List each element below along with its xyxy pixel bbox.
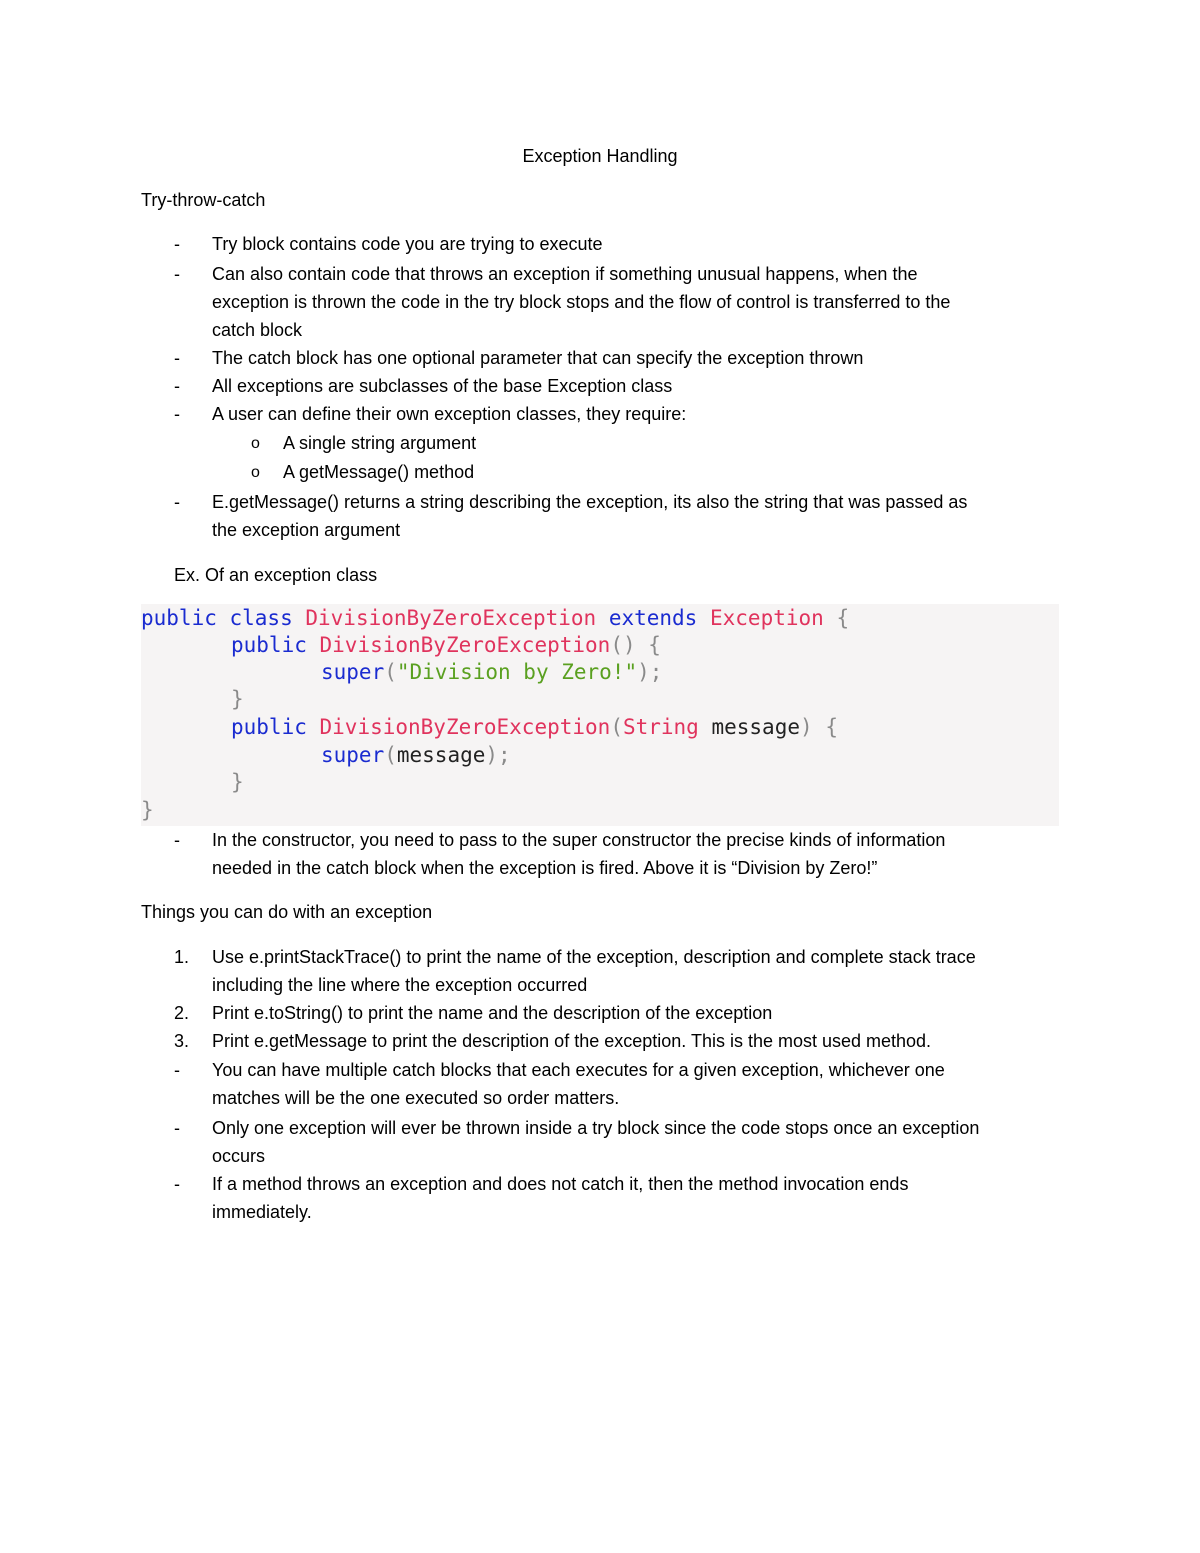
bullet-circle: o [251, 464, 260, 481]
code-paren: ); [485, 743, 511, 767]
code-parens: () [610, 633, 636, 657]
code-paren: ); [637, 660, 663, 684]
code-brace: { [825, 715, 838, 739]
list-item: E.getMessage() returns a string describing the exception, its also the string that was passed as [212, 492, 968, 512]
code-arg: message [396, 743, 486, 767]
list-item-continuation: occurs [212, 1146, 266, 1166]
code-line-4 [231, 686, 244, 713]
bullet-dash: - [174, 1174, 180, 1194]
section-heading-things-you-can-do: Things you can do with an exception [141, 902, 433, 922]
code-class-name: DivisionByZeroException [305, 606, 597, 630]
numbered-item-continuation: including the line where the exception occurred [212, 975, 588, 995]
list-item: Try block contains code you are trying to execute [212, 234, 603, 254]
code-paren: ( [610, 715, 623, 739]
code-keyword: public [231, 715, 307, 739]
bullet-dash: - [174, 234, 180, 254]
list-item-continuation: catch block [212, 320, 303, 340]
bullet-dash: - [174, 492, 180, 512]
bullet-dash: - [174, 830, 180, 850]
code-paren: ( [384, 743, 397, 767]
code-paren: ) [800, 715, 813, 739]
list-item-continuation: exception is thrown the code in the try block stops and the flow of control is transferred to the [212, 292, 951, 312]
bullet-circle: o [251, 435, 260, 452]
code-line-5 [231, 714, 838, 741]
page-title: Exception Handling [522, 146, 678, 166]
sub-list-item: A single string argument [283, 433, 477, 453]
bullet-dash: - [174, 348, 180, 368]
code-brace: { [836, 606, 850, 630]
code-brace: } [141, 798, 154, 822]
code-paren: ( [384, 660, 397, 684]
code-line-7 [231, 769, 244, 796]
code-brace: { [648, 633, 661, 657]
numbered-item: Use e.printStackTrace() to print the name of the exception, description and complete stack trace [212, 947, 976, 967]
code-constructor-name: DivisionByZeroException [319, 633, 611, 657]
list-item-continuation: immediately. [212, 1202, 312, 1222]
code-line-8 [141, 797, 154, 824]
code-type: String [622, 715, 699, 739]
code-line-1 [141, 605, 849, 632]
list-number: 1. [174, 947, 190, 967]
example-label: Ex. Of an exception class [174, 565, 378, 585]
list-item: Only one exception will ever be thrown inside a try block since the code stops once an exception [212, 1118, 980, 1138]
list-item-continuation: needed in the catch block when the exception is fired. Above it is “Division by Zero!” [212, 858, 878, 878]
code-type: Exception [710, 606, 824, 630]
code-constructor-name: DivisionByZeroException [319, 715, 611, 739]
list-number: 2. [174, 1003, 190, 1023]
numbered-item: Print e.getMessage to print the description of the exception. This is the most used method. [212, 1031, 932, 1051]
numbered-item: Print e.toString() to print the name and the description of the exception [212, 1003, 773, 1023]
code-string: "Division by Zero!" [396, 660, 638, 684]
bullet-dash: - [174, 404, 180, 424]
list-item: The catch block has one optional parameter that can specify the exception thrown [212, 348, 864, 368]
section-heading-try-throw-catch: Try-throw-catch [141, 190, 266, 210]
code-keyword: extends [608, 606, 698, 630]
code-param: message [711, 715, 800, 739]
sub-list-item: A getMessage() method [283, 462, 475, 482]
code-block [141, 604, 1059, 826]
code-keyword: super [321, 660, 385, 684]
code-line-6 [321, 742, 511, 769]
code-brace: } [231, 687, 244, 711]
code-keyword: public [231, 633, 307, 657]
list-item: A user can define their own exception classes, they require: [212, 404, 687, 424]
code-line-2 [231, 632, 661, 659]
list-item: If a method throws an exception and does not catch it, then the method invocation ends [212, 1174, 909, 1194]
list-item-continuation: the exception argument [212, 520, 401, 540]
code-line-3 [321, 659, 662, 686]
bullet-dash: - [174, 1118, 180, 1138]
bullet-dash: - [174, 1060, 180, 1080]
list-item: All exceptions are subclasses of the base Exception class [212, 376, 673, 396]
code-keyword: super [321, 743, 385, 767]
list-item: You can have multiple catch blocks that each executes for a given exception, whichever one [212, 1060, 945, 1080]
list-item: In the constructor, you need to pass to the super constructor the precise kinds of information [212, 830, 946, 850]
list-number: 3. [174, 1031, 190, 1051]
code-keyword: public class [141, 606, 293, 630]
list-item-continuation: matches will be the one executed so order matters. [212, 1088, 620, 1108]
bullet-dash: - [174, 376, 180, 396]
code-brace: } [231, 770, 244, 794]
bullet-dash: - [174, 264, 180, 284]
list-item: Can also contain code that throws an exception if something unusual happens, when the [212, 264, 918, 284]
